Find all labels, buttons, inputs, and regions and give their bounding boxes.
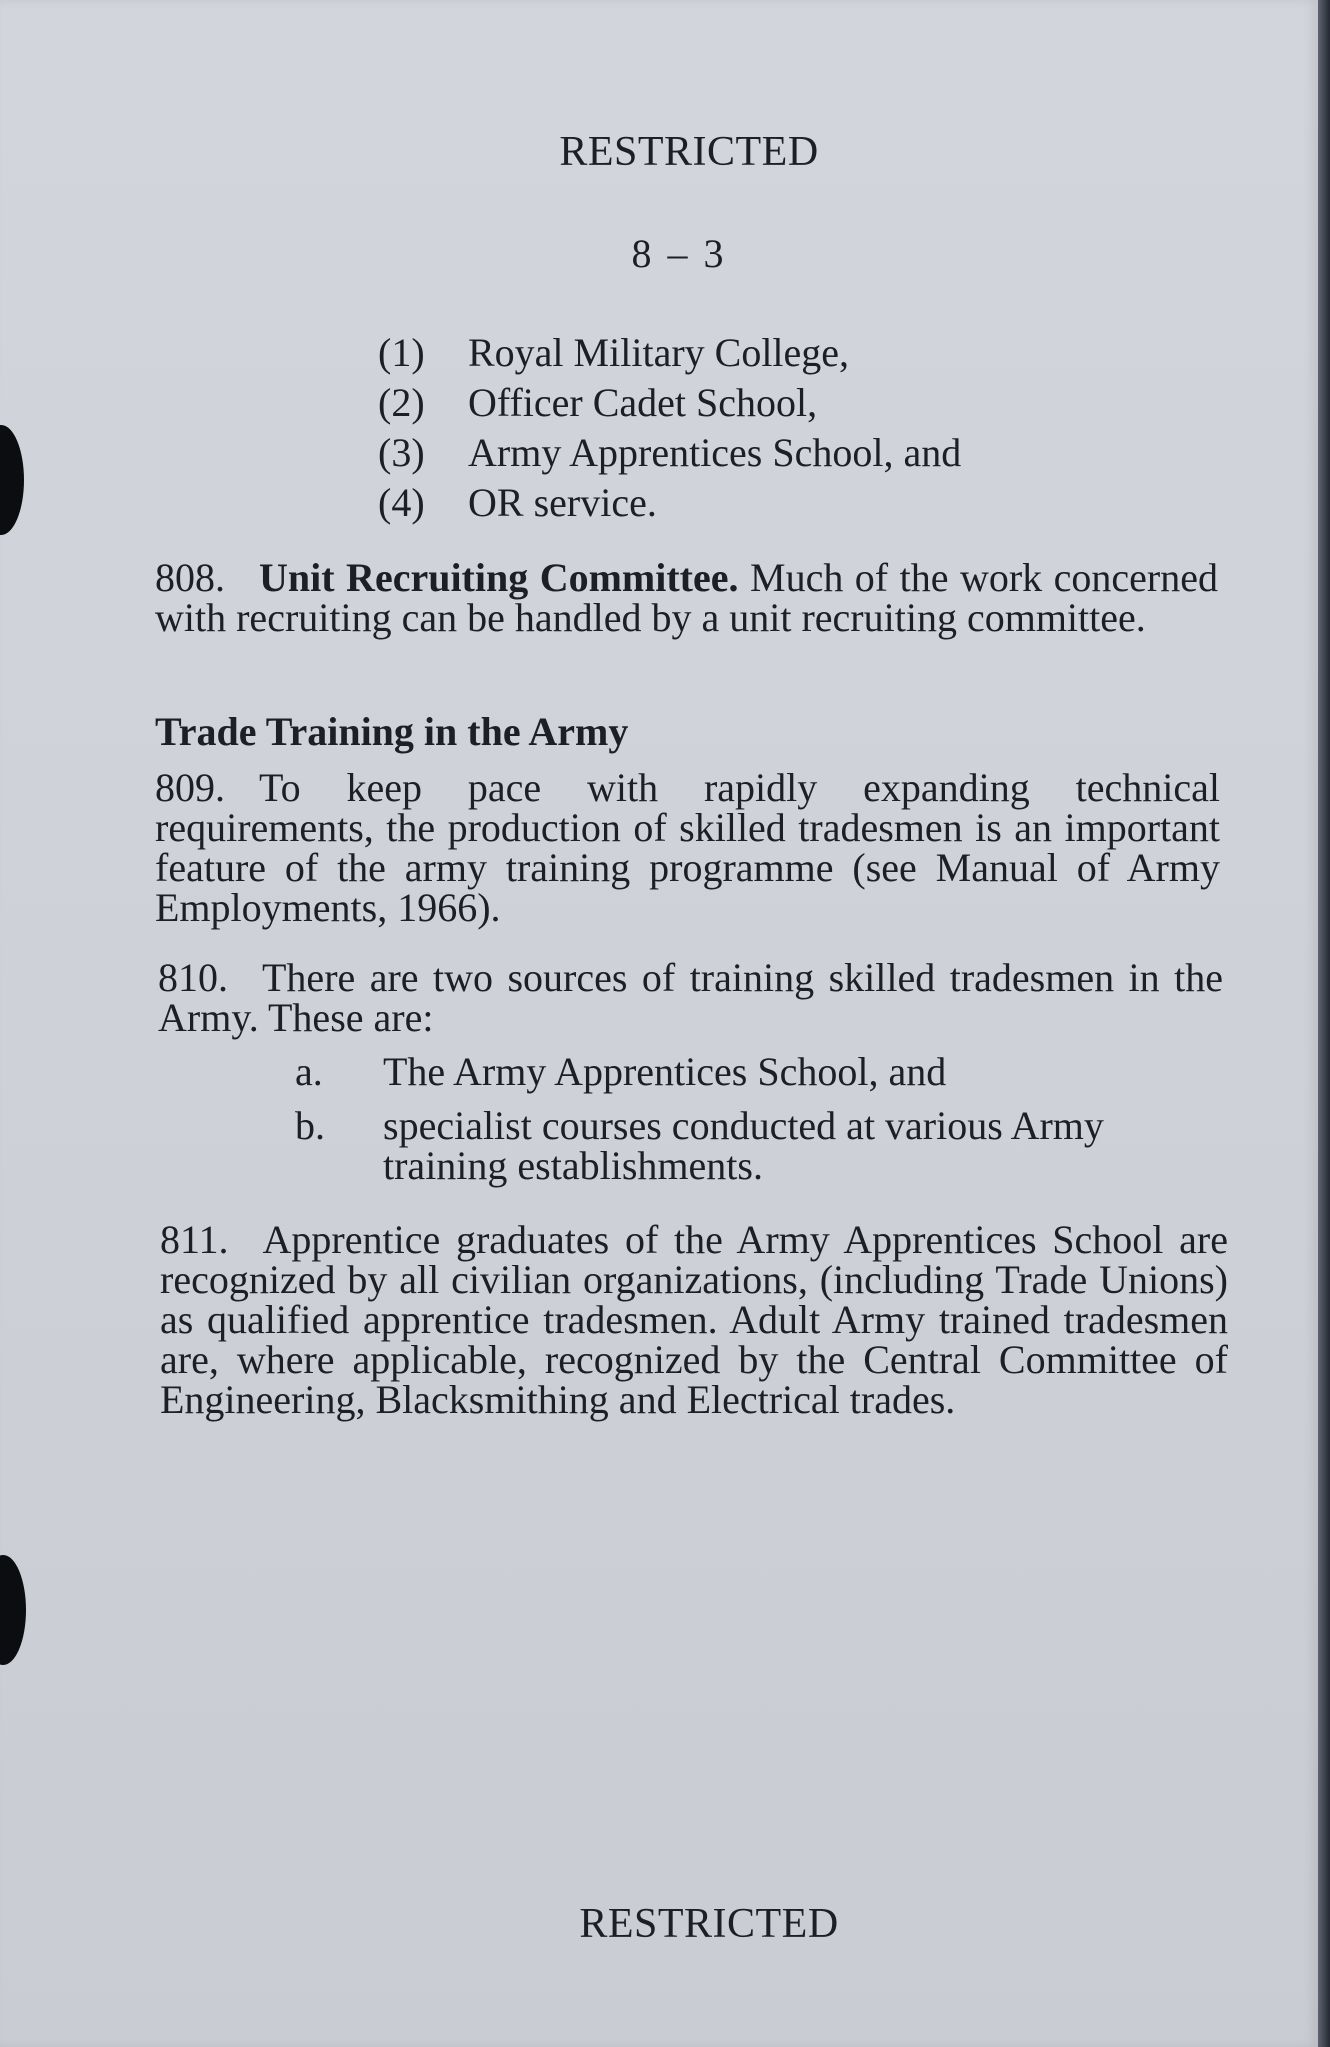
section-heading: Trade Training in the Army <box>155 709 629 754</box>
list-item: (1) Royal Military College, <box>378 330 850 375</box>
paragraph-809 <box>155 765 1220 930</box>
page-edge <box>1318 0 1330 2047</box>
paragraph-number: 811. <box>160 1217 229 1262</box>
paragraph-number: 809. <box>155 765 225 810</box>
paragraph-text: There are two sources of training skilled tradesmen in the Army. These are: <box>158 955 1223 1040</box>
paragraph-811 <box>160 1217 1228 1422</box>
paragraph-text: Apprentice graduates of the Army Apprentices School are recognized by all civilian organizations, (including Trade Unions) as qualified apprentice tradesmen. Adult Army trained tradesmen are, where applicable, recognized by the Central Committee of Engineering, Blacksmithing and Electrical trades. <box>160 1217 1228 1422</box>
binder-hole <box>0 425 24 535</box>
paragraph-808 <box>155 555 1218 640</box>
paragraph-text: To keep pace with rapidly expanding technical requirements, the production of skilled tradesmen is an important feature of the army training programme (see Manual of Army Employments, 1966). <box>155 765 1220 930</box>
document-page: RESTRICTED 8 – 3 (1) Royal Military College, (2) Officer Cadet School, (3) Army Apprentices School, and (4) OR service. 808. Unit Recruiting Committee. Much of the work concerned with recruiting can be handled by a unit recruiting committee. Trade Training in the Army 809. To keep pace with rapidly expanding technical requirements, the production of skilled tradesmen is an important feature of the army training programme (see Manual of Army Employments, 1966). 810. There are two sources of training skilled tradesmen in the Army. These are: a. The Army Apprentices School, and b. specialist courses conducted at various Army training establishments. 811. Apprentice graduates of the Army Apprentices School are recognized by all civilian organizations, (including Trade Unions) as qualified apprentice tradesmen. Adult Army trained tradesmen are, where applicable, recognized by the Central Committee of Engineering, Blacksmithing and Electrical trades. RESTRICTED <box>0 0 1318 2047</box>
paragraph-text: Much of the work concerned with recruiting can be handled by a unit recruiting committee. <box>155 555 1218 640</box>
paragraph-title: Unit Recruiting Committee. <box>259 555 739 600</box>
list-item: (2) Officer Cadet School, <box>378 380 818 425</box>
security-marking-bottom: RESTRICTED <box>579 1901 839 1947</box>
list-item: (4) OR service. <box>378 480 657 525</box>
paragraph-810 <box>158 955 1223 1040</box>
paragraph-number: 810. <box>158 955 228 1000</box>
security-marking-top: RESTRICTED <box>559 129 819 175</box>
list-item: (3) Army Apprentices School, and <box>378 430 962 475</box>
entry-source-list <box>378 328 961 528</box>
binder-hole <box>0 1555 26 1665</box>
page-number: 8 – 3 <box>631 231 727 276</box>
paragraph-number: 808. <box>155 555 225 600</box>
